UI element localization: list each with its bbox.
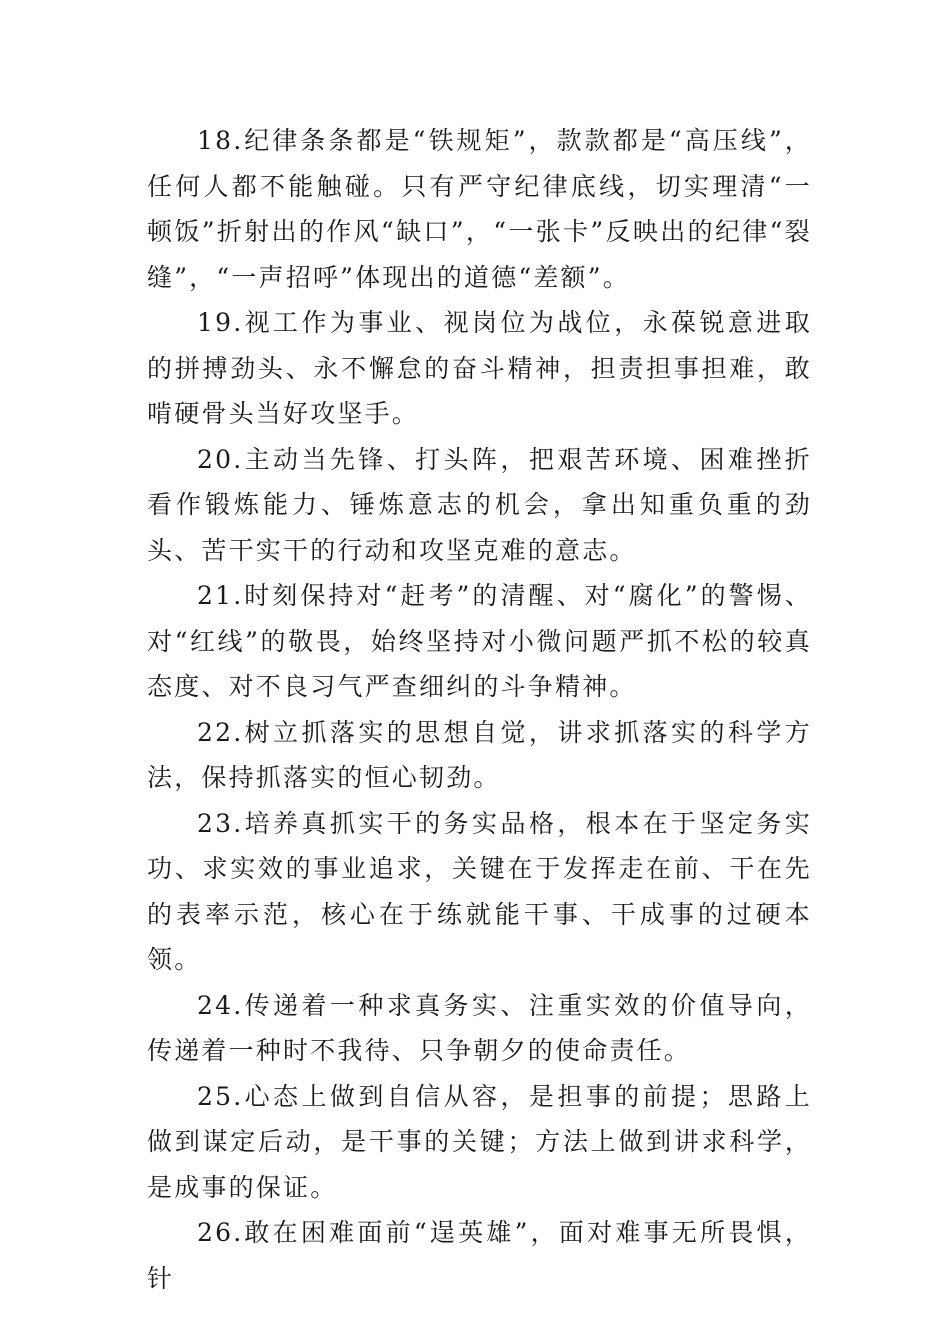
paragraph-22: 22.树立抓落实的思想自觉，讲求抓落实的科学方法，保持抓落实的恒心韧劲。 xyxy=(147,717,812,792)
paragraph-20: 20.主动当先锋、打头阵，把艰苦环境、困难挫折看作锻炼能力、锤炼意志的机会，拿出知重负重的劲头、苦干实干的行动和攻坚克难的意志。 xyxy=(147,444,812,565)
document-body xyxy=(147,118,812,1301)
paragraph-24: 24.传递着一种求真务实、注重实效的价值导向，传递着一种时不我待、只争朝夕的使命责任。 xyxy=(147,990,812,1065)
paragraph-18: 18.纪律条条都是“铁规矩”，款款都是“高压线”，任何人都不能触碰。只有严守纪律底线，切实理清“一顿饭”折射出的作风“缺口”，“一张卡”反映出的纪律“裂缝”，“一声招呼”体现出的道德“差额”。 xyxy=(147,126,812,292)
paragraph-25: 25.心态上做到自信从容，是担事的前提；思路上做到谋定后动，是干事的关键；方法上做到讲求科学，是成事的保证。 xyxy=(147,1081,812,1202)
paragraph-21: 21.时刻保持对“赶考”的清醒、对“腐化”的警惕、对“红线”的敬畏，始终坚持对小微问题严抓不松的较真态度、对不良习气严查细纠的斗争精神。 xyxy=(147,581,812,701)
paragraph-26: 26.敢在困难面前“逞英雄”，面对难事无所畏惧，针 xyxy=(147,1218,812,1293)
paragraph-23: 23.培养真抓实干的务实品格，根本在于坚定务实功、求实效的事业追求，关键在于发挥走在前、干在先的表率示范，核心在于练就能干事、干成事的过硬本领。 xyxy=(147,808,812,974)
paragraph-19: 19.视工作为事业、视岗位为战位，永葆锐意进取的拼搏劲头、永不懈怠的奋斗精神，担责担事担难，敢啃硬骨头当好攻坚手。 xyxy=(147,308,812,428)
